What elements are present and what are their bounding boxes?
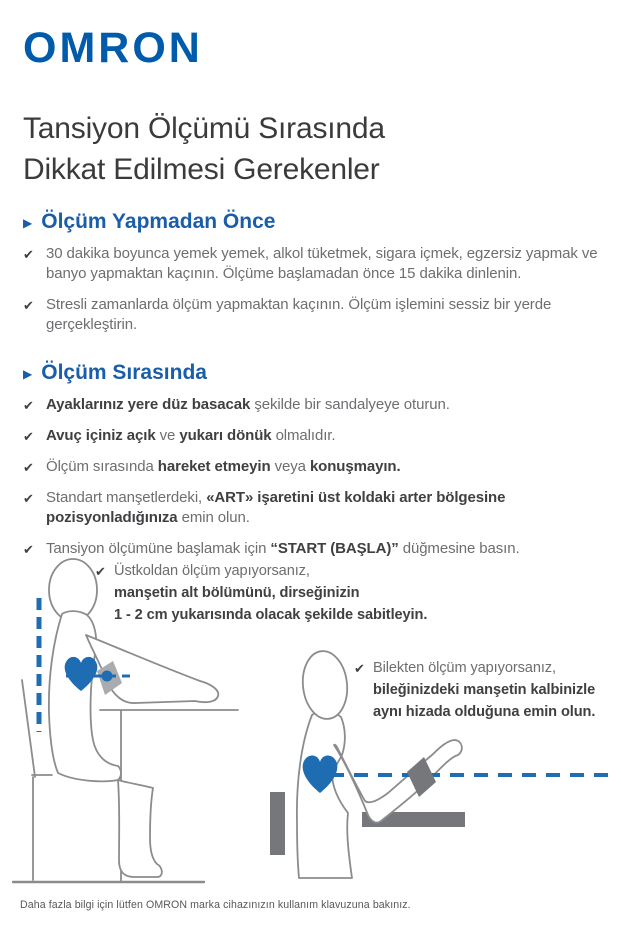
- list-item: [23, 488, 601, 528]
- person-torso: [49, 611, 121, 781]
- check-icon: ✔: [23, 398, 34, 413]
- list-item: [23, 395, 601, 415]
- triangle-right-icon: ▶: [23, 216, 33, 230]
- page-title-line2: Dikkat Edilmesi Gerekenler: [23, 153, 380, 186]
- bullet-text-bold: “START (BAŞLA)”: [270, 540, 399, 557]
- check-icon: ✔: [23, 542, 34, 557]
- section-heading: [23, 360, 601, 386]
- check-icon: ✔: [354, 661, 365, 676]
- list-item: [23, 457, 601, 477]
- annotation-line-bold: bileğinizdeki manşetin kalbinizle: [373, 682, 596, 698]
- bullet-text: Stresli zamanlarda ölçüm yapmaktan kaçının. Ölçüm işlemini sessiz bir yerde gerçekleştirin.: [46, 296, 552, 333]
- list-item: [23, 426, 601, 446]
- list-item: [23, 295, 601, 335]
- section-heading-text: Ölçüm Sırasında: [41, 361, 207, 384]
- bullet-text-bold: hareket etmeyin: [157, 458, 271, 475]
- check-icon: ✔: [95, 564, 106, 579]
- bullet-text: veya: [270, 458, 310, 475]
- bullet-text-bold: konuşmayın.: [309, 458, 401, 475]
- person-arm: [334, 740, 462, 823]
- bullet-text-bold: «ART» işaretini üst koldaki arter bölgesine pozisyonladığınıza: [46, 489, 506, 526]
- chair: [22, 680, 52, 880]
- bullet-text: ve: [155, 427, 180, 444]
- annotation-line-bold: aynı hizada olduğuna emin olun.: [373, 704, 596, 720]
- check-icon: ✔: [23, 429, 34, 444]
- check-icon: ✔: [23, 491, 34, 506]
- bullet-text: Ölçüm sırasında: [46, 458, 158, 475]
- section-heading-text: Ölçüm Yapmadan Önce: [41, 210, 276, 233]
- page-title-line1: Tansiyon Ölçümü Sırasında: [23, 112, 385, 145]
- annotation-line: Bilekten ölçüm yapıyorsanız,: [373, 660, 556, 676]
- wrist-annotation: [354, 657, 620, 723]
- person-torso: [297, 711, 352, 878]
- check-icon: ✔: [23, 247, 34, 262]
- annotation-line: Üstkoldan ölçüm yapıyorsanız,: [114, 563, 310, 579]
- cuff-center-dot: [102, 671, 113, 682]
- omron-logo: OMRON: [23, 24, 203, 72]
- bullet-text: şekilde bir sandalyeye oturun.: [250, 396, 450, 413]
- person-head: [300, 649, 351, 721]
- chair-back-bar: [270, 792, 285, 855]
- bullet-text-bold: Ayaklarınız yere düz basacak: [46, 396, 251, 413]
- bullet-text: Tansiyon ölçümüne başlamak için: [46, 540, 271, 557]
- check-icon: ✔: [23, 460, 34, 475]
- section-during-measurement: [23, 360, 601, 570]
- bullet-text: emin olun.: [177, 509, 250, 526]
- bullet-text: olmalıdır.: [271, 427, 336, 444]
- bullet-text-bold: yukarı dönük: [179, 427, 272, 444]
- check-icon: ✔: [23, 298, 34, 313]
- annotation-line-bold: manşetin alt bölümünü, dirseğinizin: [114, 585, 360, 601]
- person-leg: [118, 780, 162, 877]
- annotation-line-bold: 1 - 2 cm yukarısında olacak şekilde sabitleyin.: [114, 607, 428, 623]
- list-item: [23, 244, 601, 284]
- bullet-text: 30 dakika boyunca yemek yemek, alkol tüketmek, sigara içmek, egzersiz yapmak ve banyo yapmaktan kaçının. Ölçüme başlamadan önce 15 dakika dinlenin.: [46, 245, 598, 282]
- section-before-measurement: [23, 209, 601, 346]
- section-heading: [23, 209, 601, 235]
- bullet-text: Standart manşetlerdeki,: [46, 489, 207, 506]
- upper-arm-annotation: [95, 560, 485, 626]
- page-title: [23, 108, 385, 190]
- bullet-text-bold: Avuç içiniz açık: [46, 427, 156, 444]
- footer-note: Daha fazla bilgi için lütfen OMRON marka cihazınızın kullanım klavuzuna bakınız.: [20, 899, 411, 911]
- triangle-right-icon: ▶: [23, 367, 33, 381]
- bullet-text: düğmesine basın.: [398, 540, 520, 557]
